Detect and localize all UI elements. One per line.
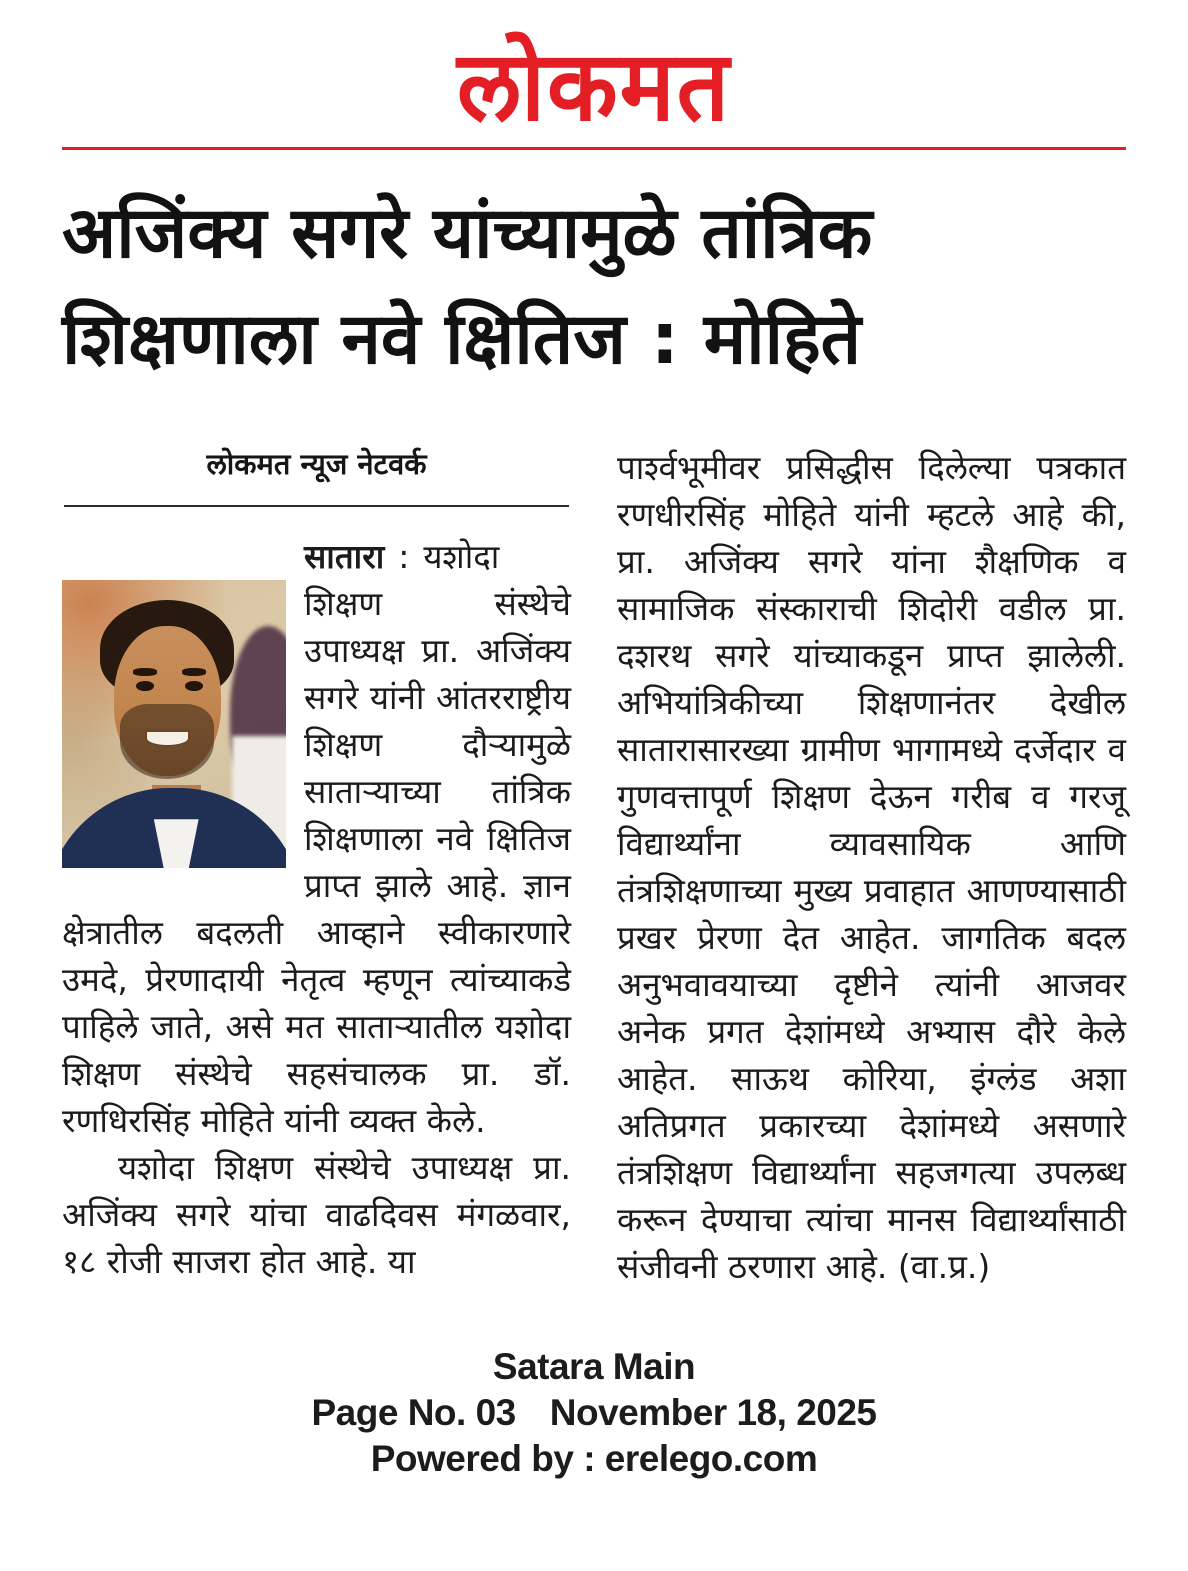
photo-eye-left [136, 681, 154, 691]
left-paragraph-1-text: यशोदा शिक्षण संस्थेचे उपाध्यक्ष प्रा. अजिंक्य सगरे यांनी आंतरराष्ट्रीय शिक्षण दौऱ्यामुळे साताऱ्याच्या तांत्रिक शिक्षणाला नवे क्षितिज प्राप्त झाले आहे. ज्ञान क्षेत्रातील बदलती आव्हाने स्वीकारणारे उमदे, प्रेरणादायी नेतृत्व म्हणून त्यांच्याकडे पाहिले जाते, असे मत साताऱ्यातील यशोदा शिक्षण संस्थेचे सहसंचालक प्रा. डॉ. रणधिरसिंह मोहिते यांनी व्यक्त केले. [62, 537, 571, 1141]
dateline: सातारा [304, 537, 385, 577]
article-headline [62, 180, 1126, 392]
page-footer [62, 1344, 1126, 1482]
footer-page-date [62, 1390, 1126, 1436]
footer-powered-by: Powered by : erelego.com [370, 1438, 818, 1480]
left-paragraph-2: यशोदा शिक्षण संस्थेचे उपाध्यक्ष प्रा. अजिंक्य सगरे यांचा वाढदिवस मंगळवार, १८ रोजी साजरा होत आहे. या [62, 1148, 571, 1282]
photo-eyebrow-left [133, 668, 158, 675]
right-paragraph: पार्श्वभूमीवर प्रसिद्धीस दिलेल्या पत्रकात रणधीरसिंह मोहिते यांनी म्हटले आहे की, प्रा. अजिंक्य सगरे यांना शैक्षणिक व सामाजिक संस्काराची शिदोरी वडील प्रा. दशरथ सगरे यांच्याकडून प्राप्त झालेली. अभियांत्रिकीच्या शिक्षणानंतर देखील सातारासारख्या ग्रामीण भागामध्ये दर्जेदार व गुणवत्तापूर्ण शिक्षण देऊन गरीब व गरजू विद्यार्थ्यांना व्यावसायिक आणि तंत्रशिक्षणाच्या मुख्य प्रवाहात आणण्यासाठी प्रखर प्रेरणा देत आहेत. जागतिक बदल अनुभवावयाच्या दृष्टीने त्यांनी आजवर अनेक प्रगत देशांमध्ये अभ्यास दौरे केले आहेत. साऊथ कोरिया, इंग्लंड अशा अतिप्रगत प्रकारच्या देशांमध्ये असणारे तंत्रशिक्षण विद्यार्थ्यांना सहजगत्या उपलब्ध करून देण्याचा त्यांचा मानस विद्यार्थ्यांसाठी संजीवनी ठरणारा आहे. (वा.प्र.) [617, 448, 1126, 1287]
footer-date: November 18, 2025 [549, 1392, 877, 1434]
article-columns [62, 444, 1126, 1290]
headline-line-1: अजिंक्य सगरे यांच्यामुळे तांत्रिक [62, 191, 873, 275]
headline-line-2: शिक्षणाला नवे क्षितिज : मोहिते [62, 297, 862, 381]
masthead-divider [62, 147, 1126, 150]
byline: लोकमत न्यूज नेटवर्क [64, 444, 569, 507]
left-paragraph-1 [62, 533, 571, 1144]
masthead [62, 30, 1126, 143]
lokmat-logo: लोकमत [456, 30, 732, 143]
footer-edition: Satara Main [492, 1346, 696, 1388]
photo-eyebrow-right [182, 668, 207, 675]
left-column [62, 444, 571, 1290]
footer-page-number: Page No. 03 [311, 1392, 516, 1434]
dateline-separator: : [398, 537, 410, 577]
photo-eye-right [185, 681, 203, 691]
right-column [617, 444, 1126, 1290]
article-photo [62, 580, 286, 868]
photo-smile [145, 730, 190, 747]
